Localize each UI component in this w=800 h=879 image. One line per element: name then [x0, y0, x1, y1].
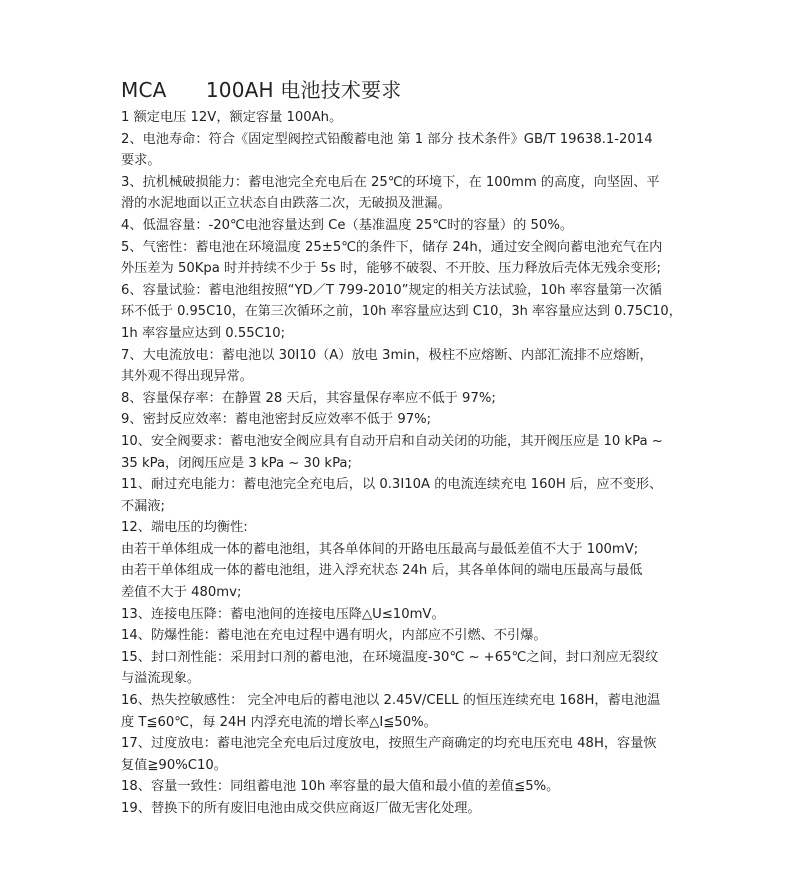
text-line: 2、电池寿命：符合《固定型阀控式铅酸蓄电池 第 1 部分 技术条件》GB/T 19638.1-2014	[121, 131, 653, 147]
text-line: 环不低于 0.95C10，在第三次循环之前，10h 率容量应达到 C10，3h 率容量应达到 0.75C10，	[121, 304, 682, 320]
text-line: 15、封口剂性能：采用封口剂的蓄电池，在环境温度-30℃ ~ +65℃之间，封口剂应无裂纹	[121, 649, 659, 665]
text-line: 10、安全阀要求：蓄电池安全阀应具有自动开启和自动关闭的功能，其开阀压应是 10 kPa ~	[121, 433, 663, 449]
text-line: 7、大电流放电：蓄电池以 30I10（A）放电 3min，极柱不应熔断、内部汇流排不应熔断，	[121, 347, 653, 363]
text-line: 5、气密性：蓄电池在环境温度 25±5℃的条件下，储存 24h，通过安全阀向蓄电池充气在内	[121, 239, 663, 255]
text-line: 14、防爆性能：蓄电池在充电过程中遇有明火，内部应不引燃、不引爆。	[121, 628, 547, 644]
text-line: 9、密封反应效率：蓄电池密封反应效率不低于 97%;	[121, 412, 432, 428]
text-line: 由若干单体组成一体的蓄电池组，其各单体间的开路电压最高与最低差值不大于 100mV;	[121, 541, 639, 557]
text-line: 19、替换下的所有废旧电池由成交供应商返厂做无害化处理。	[121, 801, 481, 816]
text-line: 外压差为 50Kpa 时并持续不少于 5s 时，能够不破裂、不开胶、压力释放后壳体无残余变形;	[121, 261, 661, 277]
text-line: 35 kPa，闭阀压应是 3 kPa ~ 30 kPa;	[121, 455, 352, 471]
text-line: 由若干单体组成一体的蓄电池组，进入浮充状态 24h 后，其各单体间的端电压最高与最低	[121, 563, 643, 579]
text-line: 8、容量保存率：在静置 28 天后，其容量保存率应不低于 97%;	[121, 390, 496, 406]
text-line: 要求。	[121, 153, 161, 169]
text-line: 18、容量一致性：同组蓄电池 10h 率容量的最大值和最小值的差值≦5%。	[121, 779, 560, 795]
text-line: 差值不大于 480mv;	[121, 585, 242, 601]
text-line: 1h 率容量应达到 0.55C10;	[121, 325, 286, 341]
document-title: MCA 100AH 电池技术要求	[121, 78, 402, 102]
text-line: 其外观不得出现异常。	[121, 369, 253, 385]
text-line: 4、低温容量：-20℃电池容量达到 Ce（基准温度 25℃时的容量）的 50%。	[121, 217, 574, 233]
text-line: 不漏液;	[121, 498, 166, 514]
text-line: 6、容量试验：蓄电池组按照“YD／T 799-2010”规定的相关方法试验，10h 率容量第一次循	[121, 282, 662, 298]
text-line: 11、耐过充电能力：蓄电池完全充电后，以 0.3I10A 的电流连续充电 160H 后，应不变形、	[121, 477, 663, 493]
text-line: 3、抗机械破损能力：蓄电池完全充电后在 25℃的环境下，在 100mm 的高度，向坚固、平	[121, 174, 660, 190]
text-line: 与溢流现象。	[121, 671, 201, 687]
text-line: 12、端电压的均衡性:	[121, 520, 248, 536]
text-line: 13、连接电压降：蓄电池间的连接电压降△U≤10mV。	[121, 606, 445, 622]
text-line: 17、过度放电：蓄电池完全充电后过度放电，按照生产商确定的均充电压充电 48H，容量恢	[121, 736, 657, 752]
text-line: 滑的水泥地面以正立状态自由跌落二次，无破损及泄漏。	[121, 196, 451, 212]
text-line: 复值≧90%C10。	[121, 757, 227, 773]
text-line: 度 T≦60℃，每 24H 内浮充电流的增长率△I≦50%。	[121, 714, 437, 730]
document-body	[121, 107, 686, 820]
text-line: 16、热失控敏感性： 完全冲电后的蓄电池以 2.45V/CELL 的恒压连续充电 168H，蓄电池温	[121, 693, 661, 709]
text-line: 1 额定电压 12V，额定容量 100Ah。	[121, 110, 343, 125]
